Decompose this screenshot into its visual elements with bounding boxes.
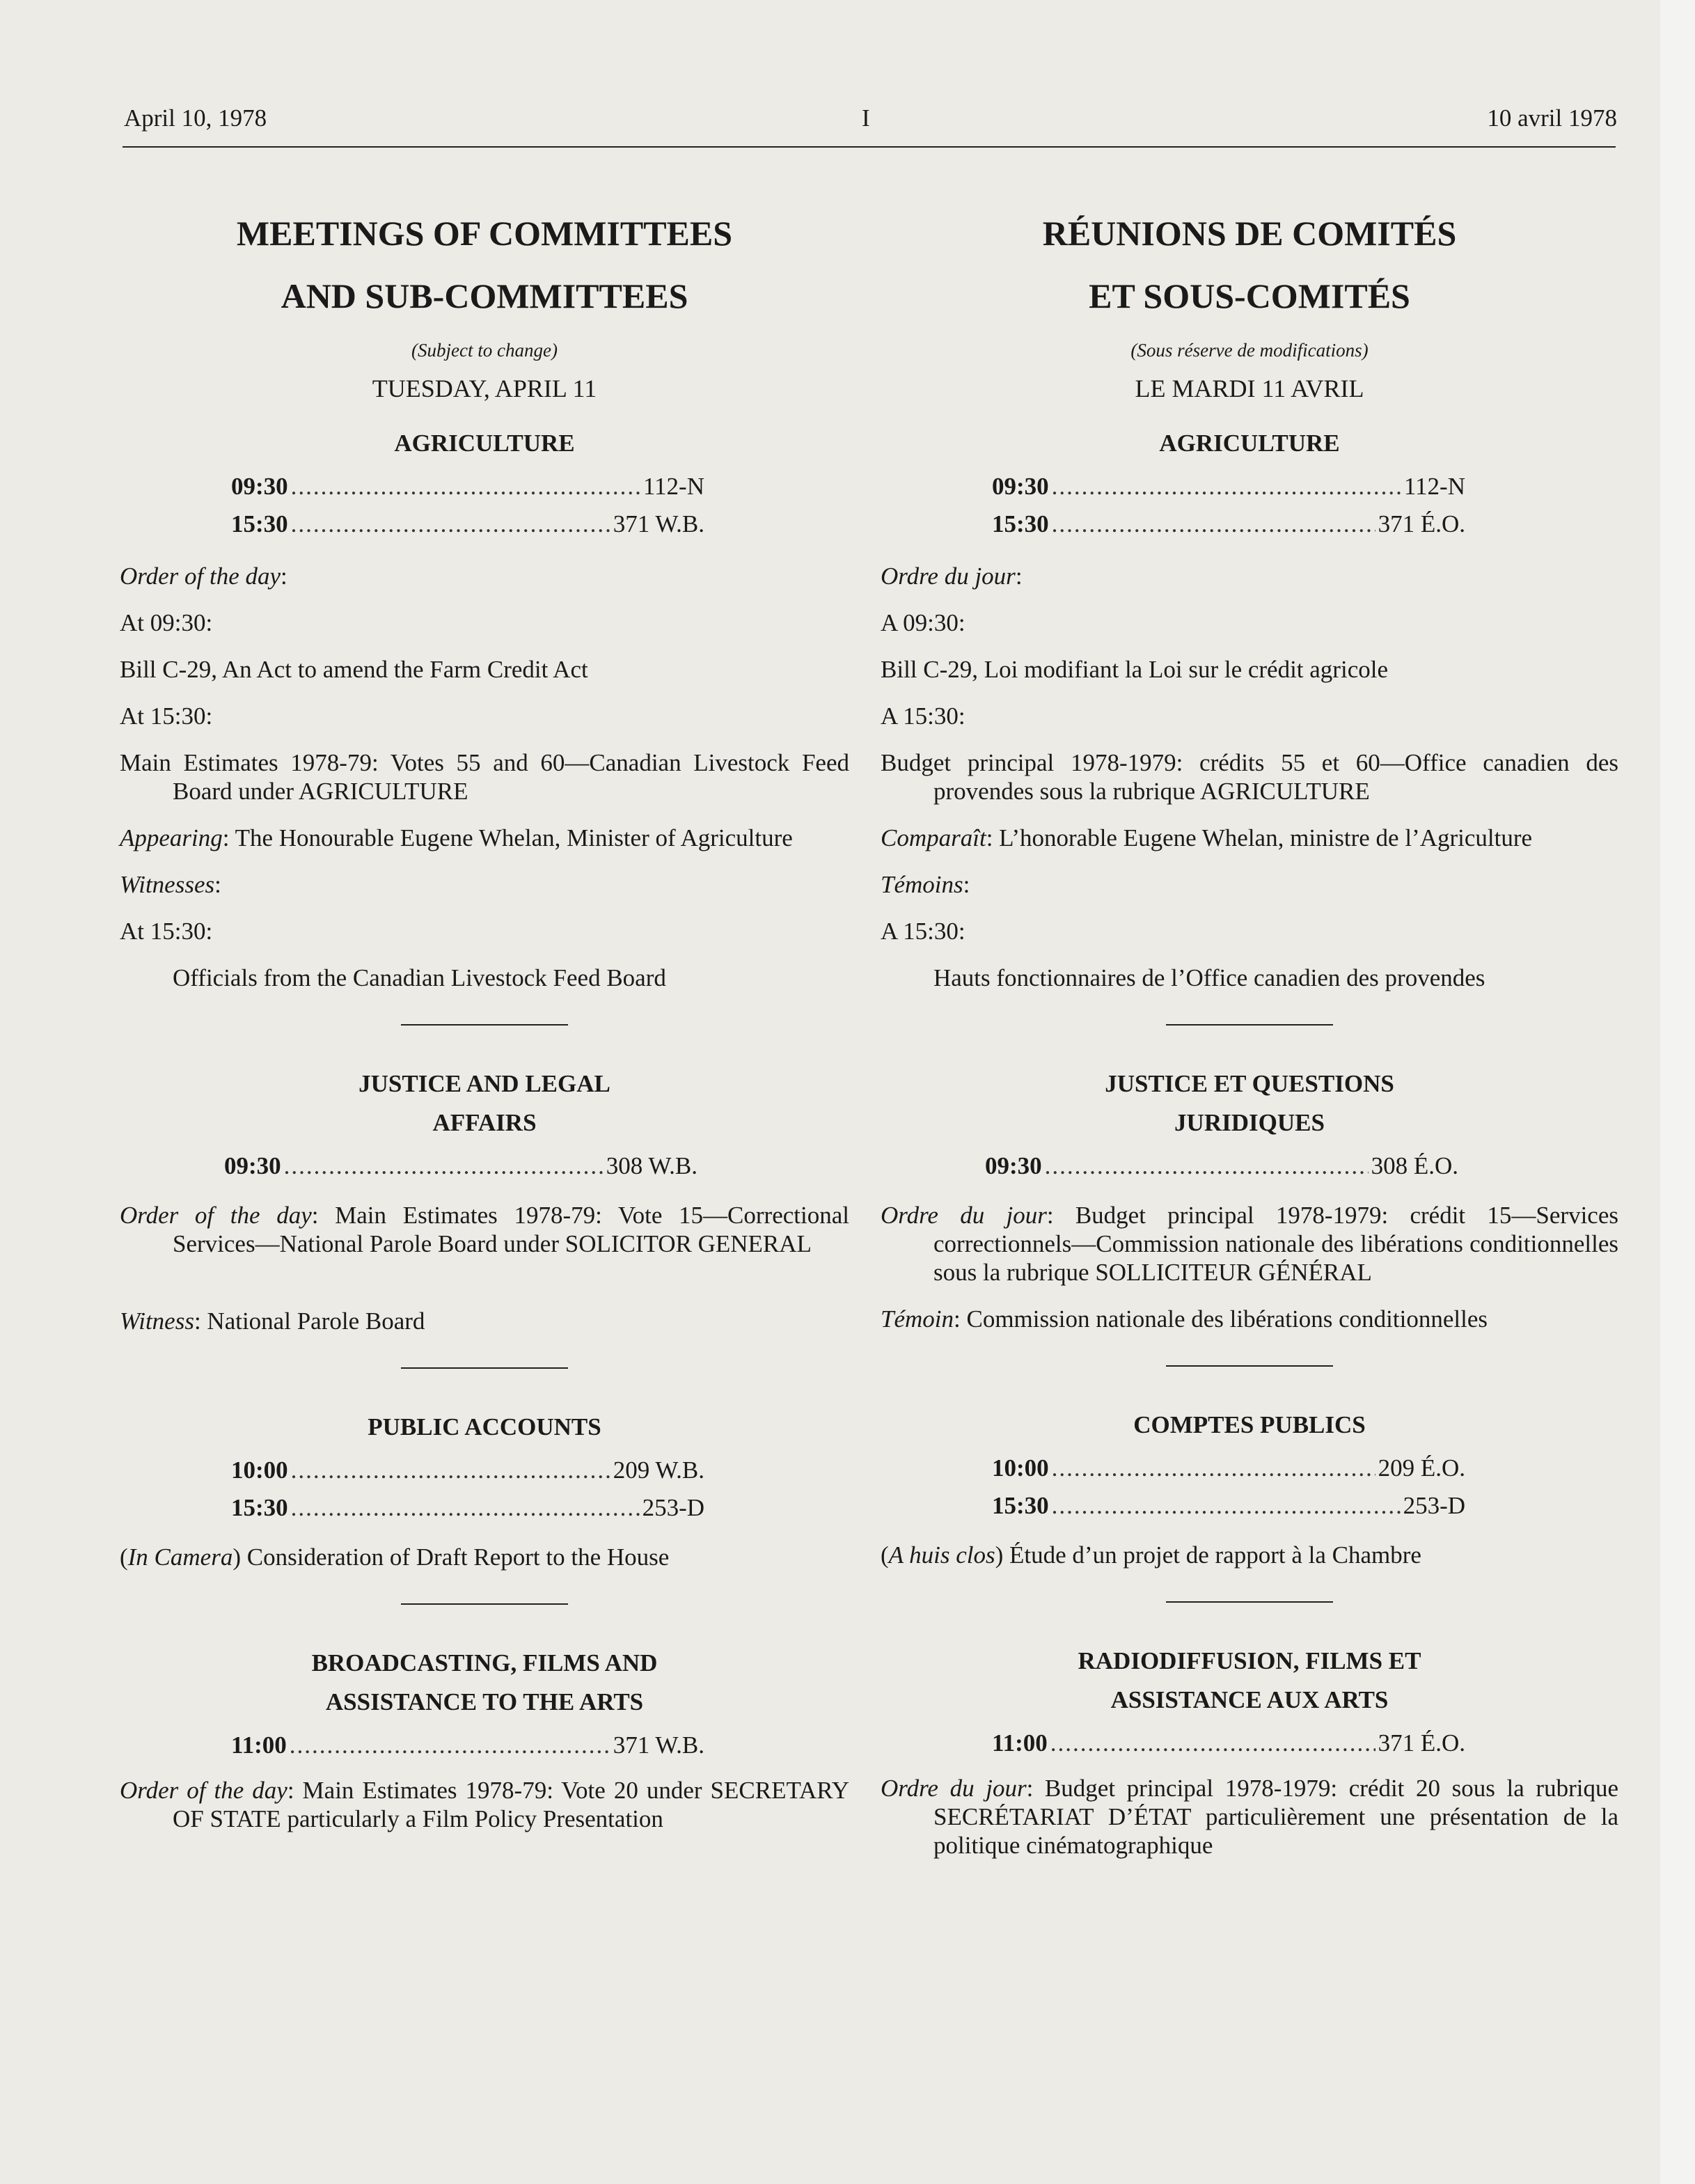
section-broadcasting: RADIODIFFUSION, FILMS ET xyxy=(1078,1647,1421,1674)
page-edge xyxy=(1660,0,1695,2184)
section-divider xyxy=(401,1603,568,1605)
english-column xyxy=(120,202,849,1833)
appearing-text: Appearing: The Honourable Eugene Whelan, Minister of Agriculture xyxy=(120,824,793,851)
schedule-row: 09:30 ..... 308 W.B. xyxy=(224,1152,697,1180)
section-divider xyxy=(1166,1601,1333,1603)
section-broadcasting: BROADCASTING, FILMS AND xyxy=(311,1649,658,1676)
justice-witness: Témoin: Commission nationale des libérations conditionnelles xyxy=(881,1305,1488,1333)
schedule-row: 15:30 ..... 253-D xyxy=(992,1492,1465,1520)
time-label: At 15:30: xyxy=(120,702,213,730)
header-page-number: I xyxy=(862,104,870,132)
subtitle: (Sous réserve de modifications) xyxy=(1130,340,1369,361)
section-divider xyxy=(401,1367,568,1369)
subtitle: (Subject to change) xyxy=(411,340,558,361)
title-line-2: ET SOUS-COMITÉS xyxy=(1089,276,1410,315)
section-justice-2: JURIDIQUES xyxy=(1174,1109,1325,1136)
title-line-1: MEETINGS OF COMMITTEES xyxy=(236,214,733,253)
section-divider xyxy=(1166,1024,1333,1026)
schedule-row: 10:00 ..... 209 W.B. xyxy=(231,1456,704,1484)
schedule-row: 15:30 ..... 371 W.B. xyxy=(231,510,704,538)
bill-text: Bill C-29, Loi modifiant la Loi sur le crédit agricole xyxy=(881,656,1388,683)
public-accounts-text: (A huis clos) Étude d’un projet de rapport à la Chambre xyxy=(881,1541,1421,1569)
header-date-en: April 10, 1978 xyxy=(124,104,267,132)
schedule-row: 09:30 ..... 112-N xyxy=(992,473,1465,501)
schedule-row: 10:00 ..... 209 É.O. xyxy=(992,1454,1465,1482)
section-justice: JUSTICE ET QUESTIONS xyxy=(1105,1070,1394,1097)
section-public-accounts: COMPTES PUBLICS xyxy=(1133,1411,1366,1438)
section-broadcasting-2: ASSISTANCE AUX ARTS xyxy=(1110,1686,1389,1713)
header-date-fr: 10 avril 1978 xyxy=(1487,104,1617,132)
meeting-day: LE MARDI 11 AVRIL xyxy=(1135,375,1364,402)
header-rule xyxy=(123,146,1616,148)
title-line-2: AND SUB-COMMITTEES xyxy=(281,276,688,315)
order-of-day: Order of the day: xyxy=(120,563,287,590)
justice-witness: Witness: National Parole Board xyxy=(120,1307,425,1335)
order-of-day: Ordre du jour: xyxy=(881,563,1023,590)
section-public-accounts: PUBLIC ACCOUNTS xyxy=(368,1413,601,1440)
time-label: At 15:30: xyxy=(120,918,213,945)
broadcasting-order: Order of the day: Main Estimates 1978-79: Vote 20 under SECRETARY OF STATE particularly a Film Policy Presentation xyxy=(120,1777,849,1832)
section-agriculture: AGRICULTURE xyxy=(1159,430,1340,457)
public-accounts-text: (In Camera) Consideration of Draft Report to the House xyxy=(120,1543,670,1571)
schedule-row: 11:00 ..... 371 W.B. xyxy=(231,1731,704,1759)
schedule-row: 09:30 ..... 308 É.O. xyxy=(985,1152,1458,1180)
time-label: At 09:30: xyxy=(120,609,213,636)
section-divider xyxy=(1166,1365,1333,1367)
time-label: A 09:30: xyxy=(881,609,965,636)
meeting-day: TUESDAY, APRIL 11 xyxy=(372,375,597,402)
officials-text: Hauts fonctionnaires de l’Office canadien des provendes xyxy=(933,964,1485,991)
schedule-row: 09:30 ..... 112-N xyxy=(231,473,704,501)
justice-order: Order of the day: Main Estimates 1978-79: Vote 15—Correctional Services—National Parole Board under SOLICITOR GENERAL xyxy=(120,1202,849,1257)
schedule-row: 11:00 ..... 371 É.O. xyxy=(992,1729,1465,1757)
time-label: A 15:30: xyxy=(881,702,965,730)
french-column xyxy=(881,202,1618,1860)
schedule-row: 15:30 ..... 371 É.O. xyxy=(992,510,1465,538)
time-label: A 15:30: xyxy=(881,918,965,945)
witnesses-label: Witnesses: xyxy=(120,871,221,898)
estimates-text: Main Estimates 1978-79: Votes 55 and 60—Canadian Livestock Feed Board under AGRICULTURE xyxy=(120,749,849,805)
broadcasting-order: Ordre du jour: Budget principal 1978-1979: crédit 20 sous la rubrique SECRÉTARIAT D’ÉTAT particulièrement une présentation de la politique cinématographique xyxy=(881,1775,1618,1859)
officials-text: Officials from the Canadian Livestock Feed Board xyxy=(173,964,666,991)
schedule-row: 15:30 ..... 253-D xyxy=(231,1494,704,1522)
bill-text: Bill C-29, An Act to amend the Farm Credit Act xyxy=(120,656,588,683)
witnesses-label: Témoins: xyxy=(881,871,970,898)
appearing-text: Comparaît: L’honorable Eugene Whelan, ministre de l’Agriculture xyxy=(881,824,1533,851)
justice-order: Ordre du jour: Budget principal 1978-1979: crédit 15—Services correctionnels—Commission nationale des libérations conditionnelles sous la rubrique SOLLICITEUR GÉNÉRAL xyxy=(881,1202,1618,1286)
section-agriculture: AGRICULTURE xyxy=(394,430,575,457)
title-line-1: RÉUNIONS DE COMITÉS xyxy=(1042,214,1457,253)
estimates-text: Budget principal 1978-1979: crédits 55 et 60—Office canadien des provendes sous la rubrique AGRICULTURE xyxy=(881,749,1618,805)
section-divider xyxy=(401,1024,568,1026)
section-broadcasting-2: ASSISTANCE TO THE ARTS xyxy=(325,1688,644,1715)
section-justice-2: AFFAIRS xyxy=(432,1109,537,1136)
section-justice: JUSTICE AND LEGAL xyxy=(358,1070,610,1097)
